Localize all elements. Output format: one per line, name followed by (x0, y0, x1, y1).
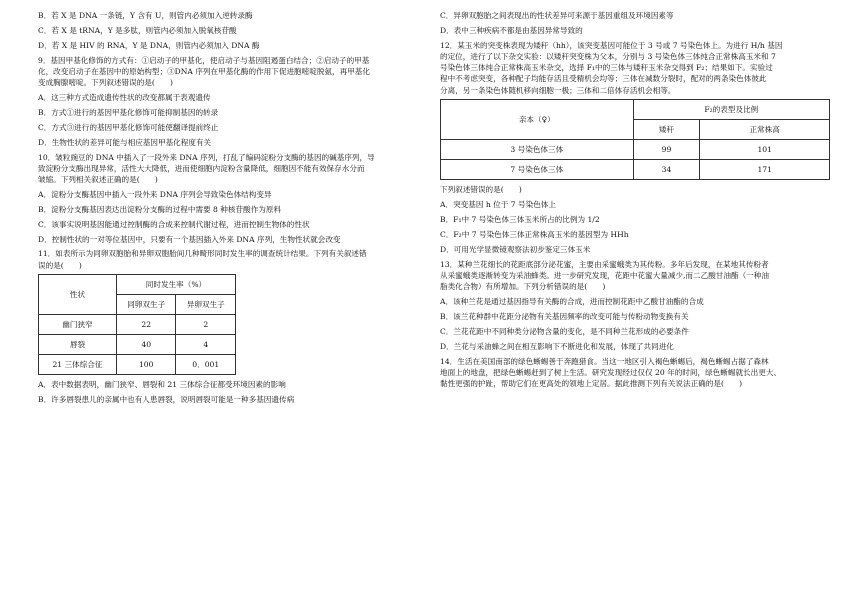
q12-cell-parent: 3 号染色体三体 (441, 140, 634, 160)
q10-option-a: A．淀粉分支酶基因中插入一段外来 DNA 序列会导致染色体结构变异 (38, 189, 272, 199)
q11-stem-line: 误的是( ) (38, 260, 82, 270)
table-row (39, 355, 236, 375)
q12-header-f2: F₂的表型及比例 (633, 100, 829, 120)
table-row (39, 335, 236, 355)
q11-option-a: A．表中数据表明，幽门狭窄、唇裂和 21 三体综合征都受环境因素的影响 (38, 380, 286, 390)
q11-cell-fraternal: 4 (176, 335, 236, 355)
q13-option-b: B．该兰花种群中花距分泌物有关基因频率的改变可能与传粉动物变换有关 (440, 312, 689, 322)
q12-stem-line: 程中不考虑突变，各种配子均能存活且受精机会均等；三体在减数分裂时，配对的两条染色体彼此 (440, 74, 767, 84)
q13-option-a: A．该种兰花是通过基因指导有关酶的合成，进而控制花距中乙酸甘油酯的合成 (440, 297, 704, 307)
q12-option-a: A．突变基因 h 位于 7 号染色体上 (440, 200, 556, 210)
q11-option-c: C．异卵双胞胎之间表现出的性状差异可来源于基因重组及环境因素等 (440, 11, 674, 20)
q10-option-c: C．该事实说明基因能通过控制酶的合成来控制代谢过程，进而控制生物体的性状 (38, 219, 310, 229)
q11-cell-trait: 唇裂 (39, 335, 117, 355)
q11-cell-fraternal: 2 (176, 315, 236, 335)
q11-table (38, 274, 236, 375)
q11-cell-trait: 幽门狭窄 (39, 315, 117, 335)
q10-option-b: B．淀粉分支酶基因表达出淀粉分支酶的过程中需要 8 种核苷酸作为原料 (38, 204, 282, 214)
q9-stem (38, 55, 428, 89)
q13-stem-line: 脂类化合物）有所增加。下列分析错误的是( ) (440, 282, 606, 292)
q11-cell-trait: 21 三体综合征 (39, 355, 117, 375)
q12-header-parent: 亲本（♀） (441, 100, 634, 140)
q11-cell-identical: 100 (116, 355, 176, 375)
q12-cell-normal: 101 (700, 140, 830, 160)
q12-option-c: C．F₂中 7 号染色体三体正常株高玉米的基因型为 HHh (440, 230, 629, 240)
q11-option-b: B．许多唇裂患儿的亲属中也有人患唇裂，说明唇裂可能是一种多基因遗传病 (38, 395, 295, 405)
q12-table (440, 99, 830, 180)
q8-option-d: D．若 X 是 HIV 的 RNA，Y 是 DNA，则管内必须加入 DNA 酶 (38, 40, 260, 50)
q9-stem-line: 变成胸腺嘧啶。下列叙述错误的是( ) (38, 78, 174, 88)
q13-option-d: D．兰花与采油蜂之间在相互影响下不断进化和发展，体现了共同进化 (440, 341, 674, 351)
q9-option-d: D．生物性状的差异可能与相应基因甲基化程度有关 (38, 137, 212, 147)
q14-stem-line: 14．生活在美国南部的绿色蜥蜴善于奔跑猎食。当这一地区引入褐色蜥蜴后，褐色蜥蜴占据了森林 (440, 356, 769, 366)
q11-header-trait: 性状 (39, 275, 117, 315)
q11-col-identical: 同卵双生子 (116, 295, 176, 315)
left-column (38, 10, 428, 409)
q11-cell-fraternal: 0．001 (176, 355, 236, 375)
q12-option-b: B．F₁中 7 号染色体三体玉米所占的比例为 1/2 (440, 215, 600, 225)
table-row (39, 315, 236, 335)
table-row (441, 160, 830, 180)
q12-col-normal: 正常株高 (700, 120, 830, 140)
q11-option-d: D．表中三种疾病不都是由基因异常导致的 (440, 25, 583, 35)
q11-stem-line: 11．如表所示为同卵双胞胎和异卵双胞胎间几种畸形同时发生率的调查统计结果。下列有关叙述错 (38, 249, 367, 259)
q12-cell-normal: 171 (700, 160, 830, 180)
right-column (440, 10, 832, 393)
q12-cell-dwarf: 99 (633, 140, 700, 160)
q9-option-a: A．这三种方式造成遗传性状的改变都属于表观遗传 (38, 92, 211, 102)
q12-stem-line: 号染色体三体纯合正常株高玉米杂交，选择 F₁中的三体与矮秆玉米杂交得到 F₂；结果如下。实验过 (440, 63, 773, 73)
table-row (441, 140, 830, 160)
q11-cell-identical: 22 (116, 315, 176, 335)
q14-stem (440, 356, 832, 390)
q12-option-d: D．可用光学显微镜观察法初步鉴定三体玉米 (440, 245, 591, 255)
q11-cell-identical: 40 (116, 335, 176, 355)
q13-stem (440, 259, 832, 293)
q11-col-fraternal: 异卵双生子 (176, 295, 236, 315)
q12-question: 下列叙述错误的是( ) (440, 185, 522, 195)
q9-stem-line: 9．基因甲基化修饰的方式有：①启动子的甲基化，使启动子与基因阻遏蛋白结合；②启动子的甲基 (38, 55, 370, 65)
q8-option-c: C．若 X 是 tRNA，Y 是多肽，则管内必须加入脱氧核苷酸 (38, 25, 237, 35)
q10-stem-line: 10．皱粒豌豆的 DNA 中插入了一段外来 DNA 序列，打乱了编码淀粉分支酶的基因的碱基序列，导 (38, 152, 375, 162)
q8-option-b: B．若 X 是 DNA 一条链，Y 含有 U，则管内必须加入逆转录酶 (38, 11, 253, 20)
q9-option-b: B．方式①进行的基因甲基化修饰可能抑制基因的转录 (38, 107, 219, 117)
q12-cell-dwarf: 34 (633, 160, 700, 180)
q12-stem-line: 的定位，进行了以下杂交实验：以矮秆突变株为父本，分别与 3 号染色体三体纯合正常株高玉米和 7 (440, 51, 776, 61)
q10-stem-line: 皱缩。下列相关叙述正确的是( ) (38, 174, 158, 184)
q12-cell-parent: 7 号染色体三体 (441, 160, 634, 180)
q13-stem-line: 13．某种兰花细长的花距底部分泌花蜜，主要由采蜜蛾类为其传粉。多年后发现，在某地其传粉者 (440, 259, 769, 269)
q12-col-dwarf: 矮秆 (633, 120, 700, 140)
q12-stem-line: 分离，另一条染色体随机移向细胞一极；三体和二倍体存活机会相等。 (440, 85, 676, 95)
q13-option-c: C．兰花花距中不同种类分泌物含量的变化，是不同种兰花形成的必要条件 (440, 327, 689, 337)
q14-stem-line: 地面上的地盘，把绿色蜥蜴赶到了树上生活。研究发现经过仅仅 20 年的时间，绿色蜥蜴就长出更大、 (440, 368, 782, 377)
q11-header-rate: 同时发生率（%） (116, 275, 235, 295)
q10-option-d: D．控制性状的一对等位基因中，只要有一个基因插入外来 DNA 序列，生物性状就会改变 (38, 234, 341, 244)
q10-stem-line: 致淀粉分支酶出现异常，活性大大降低，进而使细胞内淀粉含量降低，细胞因不能有效保存水分而 (38, 163, 365, 173)
q12-stem (440, 40, 832, 96)
q13-stem-line: 从采蜜蛾类逐渐转变为采油蜂类。进一步研究发现，花距中花蜜大量减少,而二乙酸甘油酯（一种油 (440, 271, 769, 281)
q12-stem-line: 12．某玉米的突变株表现为矮秆（hh），该突变基因可能位于 3 号或 7 号染色体上。为进行 H/h 基因 (440, 40, 783, 50)
q10-stem (38, 152, 428, 186)
q9-stem-line: 化，改变启动子在基因中的原始构型；③DNA 序列在甲基化酶的作用下促进胞嘧啶脱氨，再甲基化 (38, 66, 370, 76)
q14-stem-line: 黏性更强的护趾，帮助它们在更高处的领地上定居。据此推测下列有关说法正确的是( ) (440, 379, 743, 389)
q11-stem (38, 248, 428, 270)
q9-option-c: C．方式③进行的基因甲基化修饰可能使翻译提前终止 (38, 122, 219, 132)
